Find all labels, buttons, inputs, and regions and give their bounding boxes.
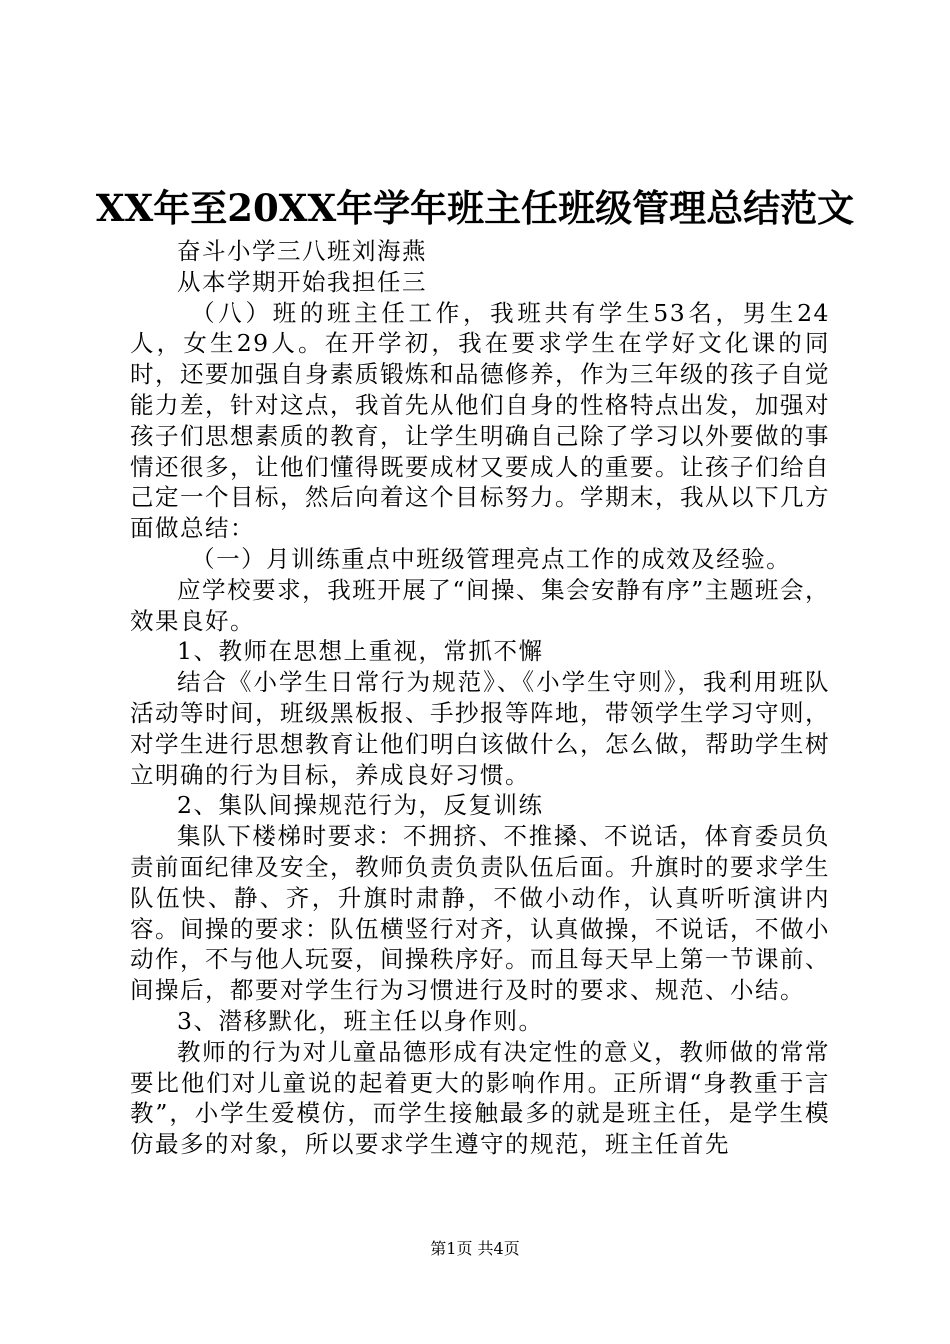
page-footer: 第1页 共4页 xyxy=(430,1239,520,1258)
subparagraph-1: 结合《小学生日常行为规范》、《小学生守则》，我利用班队活动等时间，班级黑板报、手抄报等阵地，带领学生学习守则，对学生进行思想教育让他们明白该做什么，怎么做，帮助学生树立明确的行为目标，养成良好习惯。 xyxy=(130,668,830,789)
intro-line: 从本学期开始我担任三 xyxy=(177,267,427,296)
document-body xyxy=(130,236,830,1160)
section-paragraph-1: 应学校要求，我班开展了“间操、集会安静有序”主题班会，效果良好。 xyxy=(130,575,830,635)
section-heading-1: （一）月训练重点中班级管理亮点工作的成效及经验。 xyxy=(191,544,792,573)
subheading-3: 3、潜移默化，班主任以身作则。 xyxy=(177,1006,544,1035)
subparagraph-2: 集队下楼梯时要求：不拥挤、不推搡、不说话，体育委员负责前面纪律及安全，教师负责负责队伍后面。升旗时的要求学生队伍快、静、齐，升旗时肃静，不做小动作，认真听听演讲内容。间操的要求：队伍横竖行对齐，认真做操，不说话，不做小动作，不与他人玩耍，间操秩序好。而且每天早上第一节课前、间操后，都要对学生行为习惯进行及时的要求、规范、小结。 xyxy=(130,822,830,1005)
subparagraph-3: 教师的行为对儿童品德形成有决定性的意义，教师做的常常要比他们对儿童说的起着更大的影响作用。正所谓“身教重于言教”，小学生爱模仿，而学生接触最多的就是班主任，是学生模仿最多的对象，所以要求学生遵守的规范，班主任首先 xyxy=(130,1037,830,1159)
document-title: XX年至20XX年学年班主任班级管理总结范文 xyxy=(95,186,855,230)
author-line: 奋斗小学三八班刘海燕 xyxy=(177,237,427,265)
subheading-2: 2、集队间操规范行为，反复训练 xyxy=(177,791,544,820)
intro-paragraph: （八）班的班主任工作，我班共有学生53名，男生24人，女生29人。在开学初，我在要求学生在学好文化课的同时，还要加强自身素质锻炼和品德修养，作为三年级的孩子自觉能力差，针对这点，我首先从他们自身的性格特点出发，加强对孩子们思想素质的教育，让学生明确自己除了学习以外要做的事情还很多，让他们懂得既要成材又要成人的重要。让孩子们给自己定一个目标，然后向着这个目标努力。学期末，我从以下几方面做总结： xyxy=(130,298,830,543)
subheading-1: 1、教师在思想上重视，常抓不懈 xyxy=(177,637,544,666)
